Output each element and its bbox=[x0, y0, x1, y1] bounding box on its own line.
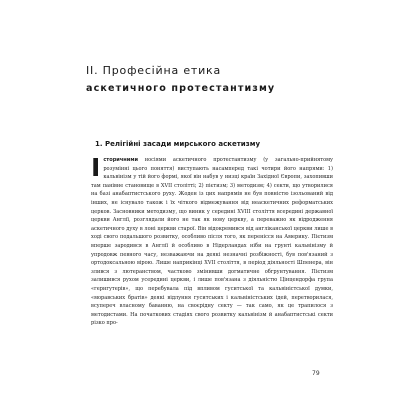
page-number: 79 bbox=[312, 370, 320, 377]
chapter-title-line1: II. Професійна етика bbox=[86, 64, 222, 77]
chapter-title bbox=[86, 62, 336, 98]
chapter-title-line2: аскетичного протестантизму bbox=[86, 83, 276, 94]
body-paragraph bbox=[91, 153, 333, 328]
body-text: носіями аскетичного протестантизму (у загально-прийнятому розумінні цього поняття) виступають насамперед такі чотири його напрями: 1) кальвінізм у тій його формі, якої він набув у низці країн Західної Європи, захопивши там панівне становище в XVII столітті; 2) пієтизм; 3) методизм; 4) секти, що утворилися на базі анабаптистського руху. Жоден із цих напрямів не був повністю ізольований від інших, не існувало також і їх чіткого відмежування від неаскетичних реформатських церков. Засновники методизму, що виник у середині XVIII століття всередині державної церкви Англії, розглядали його не так як нову церкву, а переважно як відродження аскетичного духу в лоні церкви старої. Він відокремився від англіканської церкви лише в ході свого подальшого розвитку, особливо після того, як перенісся на Америку. Пієтизм вперше зародився в Англії й особливо в Нідерландах ніби на грунті кальвінізму й упродовж певного часу, незважаючи на деякі незначні розбіжності, був пов'язаний з ортодоксальною вірою. Лише наприкінці XVII століття, в період діяльності Шпенера, він злився з лютеранством, частково змінивши догматичне обгрунтування. Пієтизм залишився рухом усередині церкви, і лише пов'язана з діяльністю Цінцендорфа група «гернгутерів», що перебувала під впливом гуситської та кальвіністської думки, «моравських братів» деякі відлуння гуситських і кальвіністських ідей, перетворилася, всупереч власному баванню, на своєрідну секту — так само, як це трапилося з методистами. На початкових стадіях свого розвитку кальвінізм й анабаптистські секти різко про- bbox=[91, 157, 333, 327]
drop-cap: І bbox=[91, 153, 101, 182]
section-title: 1. Релігійні засади мирського аскетизму bbox=[95, 140, 261, 148]
lead-word: сторичними bbox=[103, 157, 138, 163]
